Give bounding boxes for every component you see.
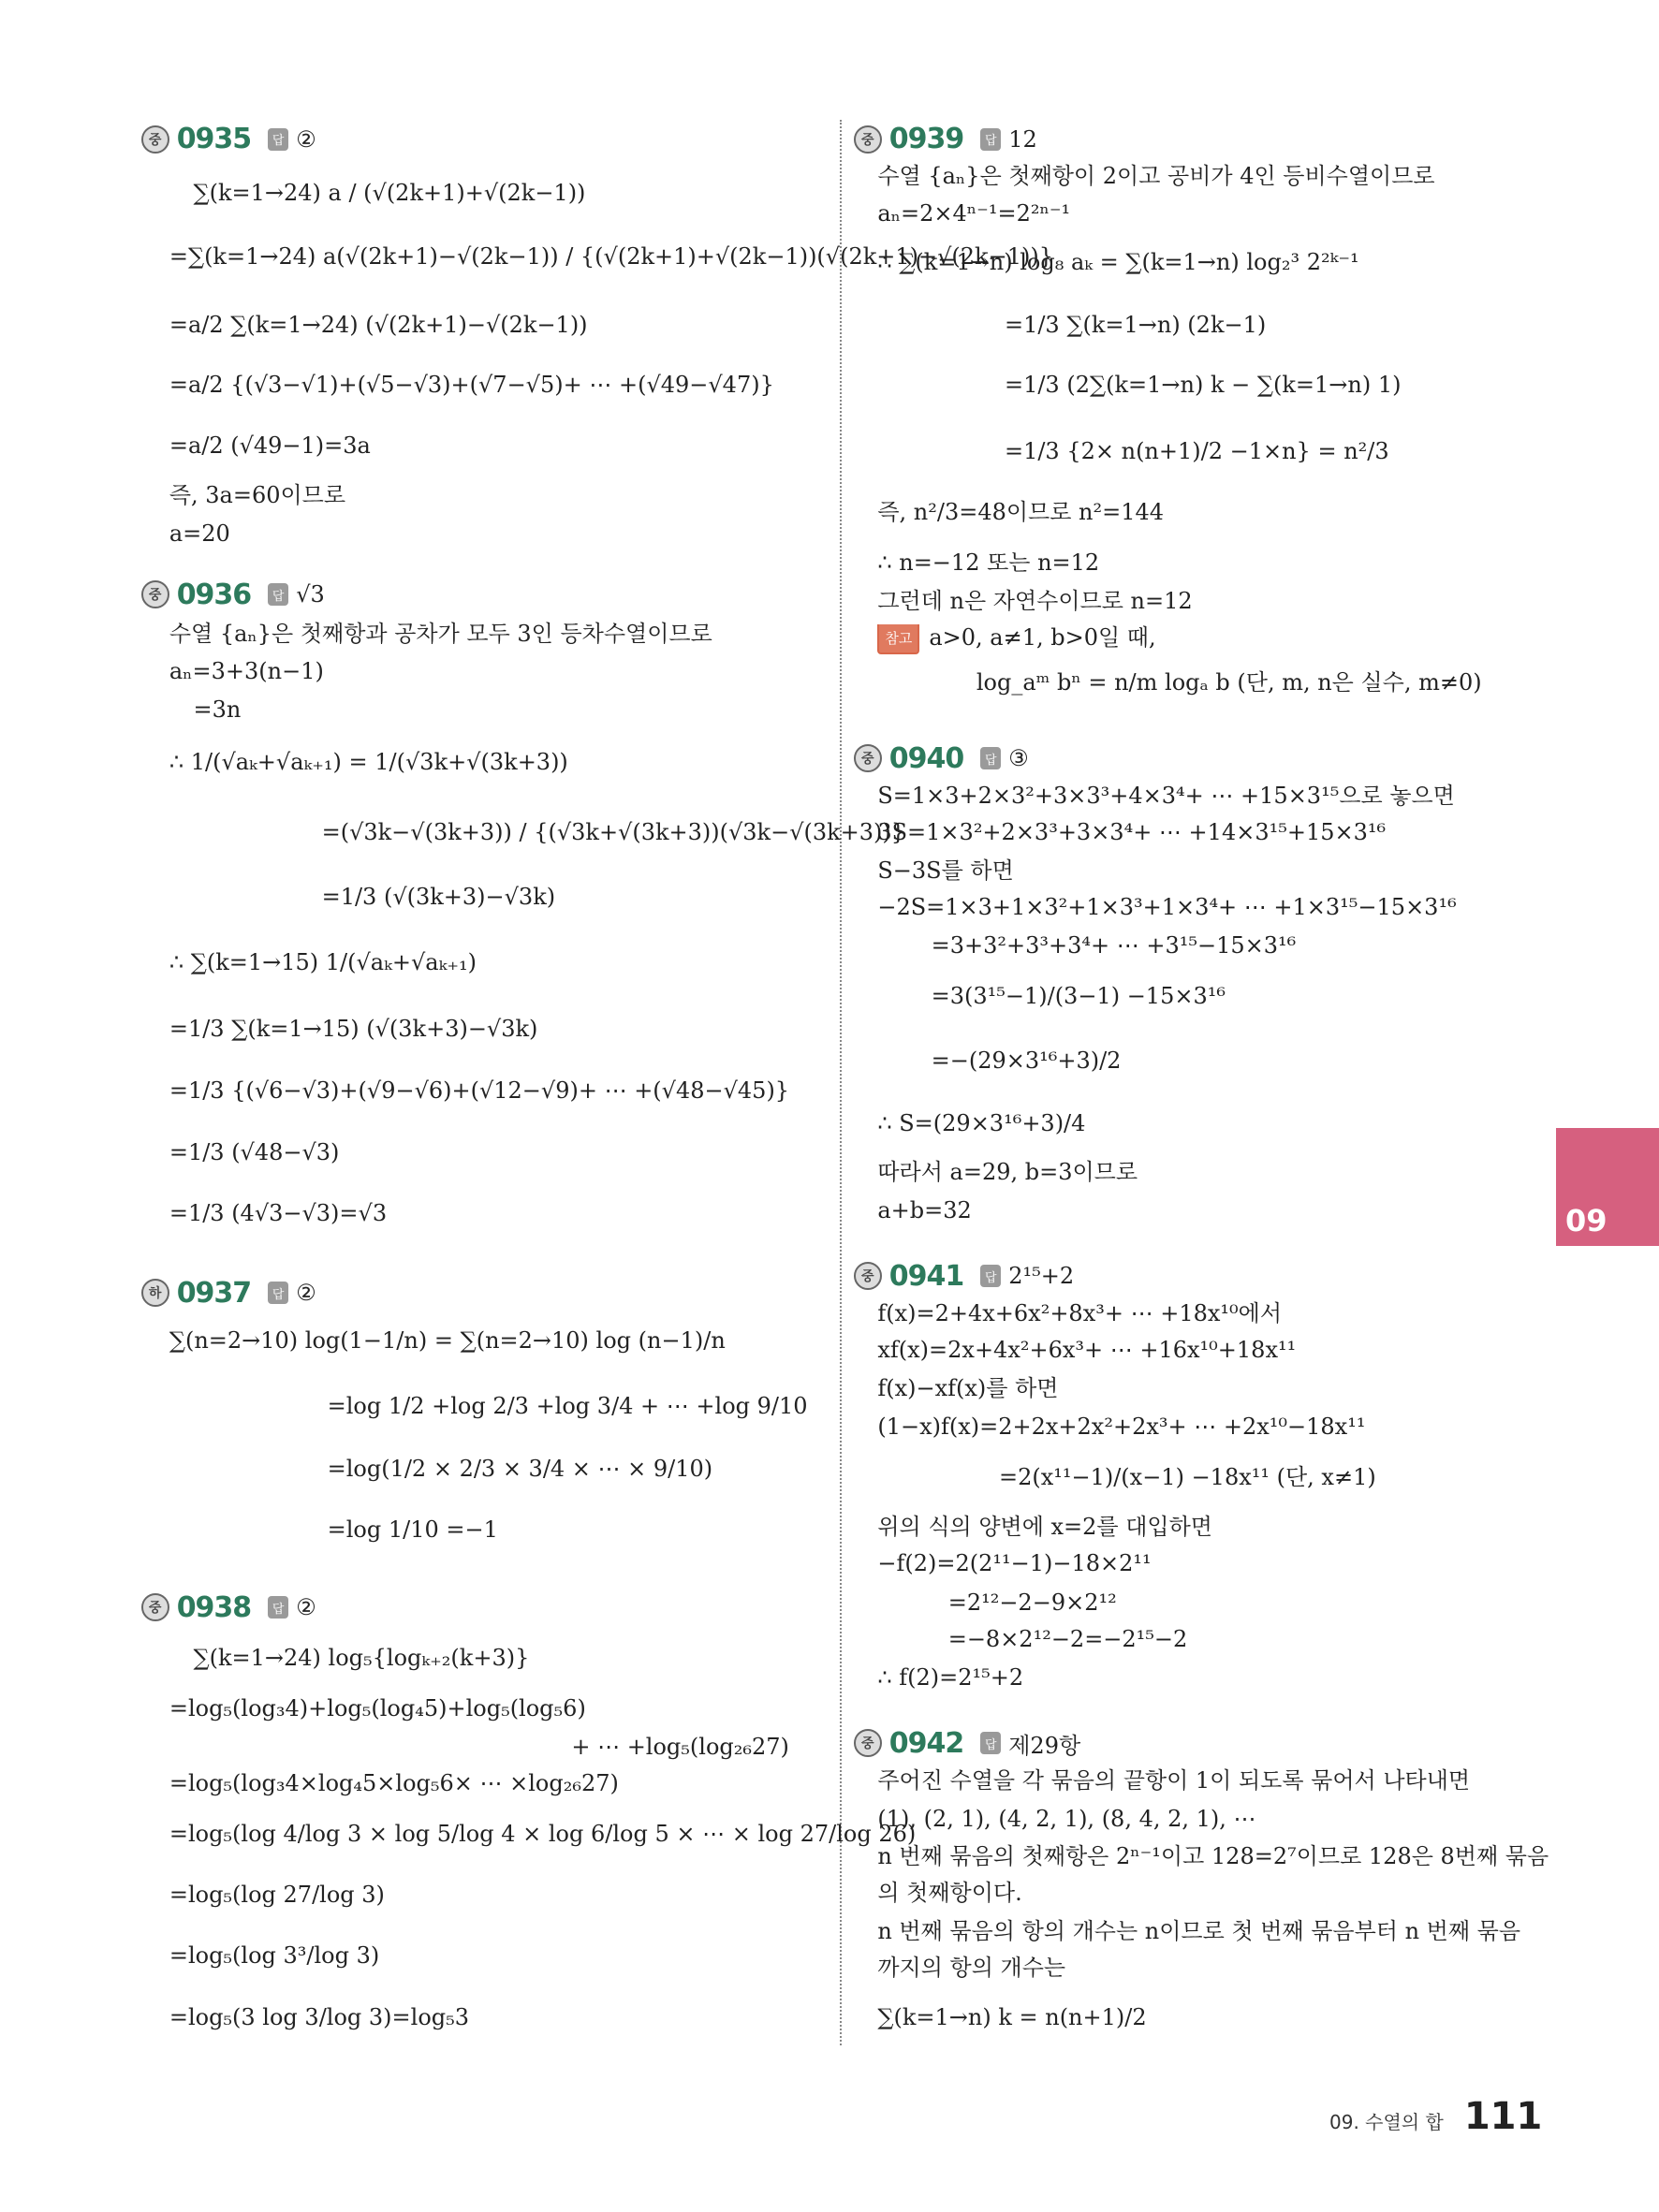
solution-text: aₙ=3+3(n−1) <box>169 658 324 685</box>
solution-line <box>877 1549 1151 1577</box>
solution-text: =1/3 (√(3k+3)−√3k) <box>321 884 556 911</box>
difficulty-badge: 중 <box>854 1262 882 1290</box>
solution-line <box>877 498 1164 526</box>
page-number: 111 <box>1463 2095 1543 2138</box>
solution-line <box>328 1455 713 1483</box>
difficulty-badge: 중 <box>854 744 882 772</box>
solution-text: =3(3¹⁵−1)/(3−1) −15×3¹⁶ <box>931 982 1226 1009</box>
problem-header <box>141 579 325 611</box>
difficulty-badge: 중 <box>141 125 169 154</box>
solution-line <box>169 1199 387 1227</box>
solution-line <box>877 893 1456 921</box>
solution-text: =log₅(log₃4×log₄5×log₅6× ⋯ ×log₂₆27) <box>169 1769 619 1796</box>
solution-text: =a/2 {(√3−√1)+(√5−√3)+(√7−√5)+ ⋯ +(√49−√47)} <box>169 372 774 399</box>
answer-icon: 답 <box>980 1265 1001 1287</box>
solution-text: (1−x)f(x)=2+2x+2x²+2x³+ ⋯ +2x¹⁰−18x¹¹ <box>877 1413 1366 1440</box>
problem-header <box>854 742 1029 775</box>
solution-line <box>169 432 371 460</box>
solution-text: + ⋯ +log₅(log₂₆27) <box>571 1733 789 1760</box>
solution-text: =1/3 (4√3−√3)=√3 <box>169 1200 388 1227</box>
column-divider <box>840 120 842 2045</box>
answer-icon: 답 <box>980 1732 1001 1754</box>
solution-line <box>932 1047 1122 1075</box>
solution-text: 3S=1×3²+2×3³+3×3⁴+ ⋯ +14×3¹⁵+15×3¹⁶ <box>877 819 1387 846</box>
solution-text: =log₅(log 27/log 3) <box>169 1881 385 1908</box>
solution-line <box>1005 437 1389 465</box>
solution-line <box>169 371 774 399</box>
solution-text: =−8×2¹²−2=−2¹⁵−2 <box>947 1626 1188 1653</box>
solution-text: 즉, 3a=60이므로 <box>169 481 346 508</box>
solution-text: =1/3 (√48−√3) <box>169 1139 340 1166</box>
answer-value: √3 <box>296 581 325 608</box>
solution-text: =a/2 (√49−1)=3a <box>169 432 371 460</box>
page-footer <box>1329 2095 1542 2138</box>
solution-text: S−3S를 하면 <box>877 857 1014 884</box>
solution-line <box>169 1326 726 1355</box>
solution-text: log_aᵐ bⁿ = n/m logₐ b (단, m, n은 실수, m≠0) <box>976 669 1482 696</box>
problem-number: 0938 <box>176 1590 252 1624</box>
solution-line <box>169 1769 619 1797</box>
problem-header <box>854 1260 1074 1293</box>
solution-text: ∑(n=2→10) log(1−1/n) = ∑(n=2→10) log (n−1)/n <box>169 1326 726 1354</box>
solution-text: 따라서 a=29, b=3이므로 <box>877 1159 1138 1186</box>
solution-line <box>932 931 1297 960</box>
solution-line <box>877 2003 1146 2031</box>
answer-icon: 답 <box>980 128 1001 151</box>
solution-line <box>948 1589 1117 1617</box>
solution-line <box>877 623 1155 654</box>
answer-icon: 답 <box>268 1596 288 1619</box>
solution-text: =1/3 {(√6−√3)+(√9−√6)+(√12−√9)+ ⋯ +(√48−√45)} <box>169 1077 790 1104</box>
solution-line <box>877 1299 1282 1327</box>
solution-line <box>169 1881 385 1909</box>
answer-icon: 답 <box>980 747 1001 769</box>
solution-text: =1/3 {2× n(n+1)/2 −1×n} = n²/3 <box>1004 438 1389 465</box>
answer-icon: 답 <box>268 1282 288 1304</box>
solution-line <box>932 982 1226 1010</box>
solution-text: =2(x¹¹−1)/(x−1) −18x¹¹ (단, x≠1) <box>998 1463 1376 1490</box>
solution-line <box>169 948 477 976</box>
solution-text: 즉, n²/3=48이므로 n²=144 <box>877 499 1165 526</box>
solution-text: ∑(k=1→24) log₅{logₖ₊₂(k+3)} <box>193 1644 530 1671</box>
answer-icon: 답 <box>268 128 288 151</box>
solution-line <box>169 1694 586 1722</box>
solution-text: =log(1/2 × 2/3 × 3/4 × ⋯ × 9/10) <box>327 1455 713 1482</box>
solution-line <box>169 2003 469 2031</box>
solution-text: =1/3 ∑(k=1→15) (√(3k+3)−√3k) <box>169 1015 538 1042</box>
solution-text: =log 1/10 =−1 <box>327 1516 498 1543</box>
problem-header <box>141 123 316 155</box>
solution-line <box>169 1015 538 1043</box>
solution-text: =∑(k=1→24) a(√(2k+1)−√(2k−1)) / {(√(2k+1)+√(2k−1))(√(2k+1)−√(2k−1))} <box>169 243 1053 271</box>
solution-line <box>571 1733 789 1761</box>
solution-text: ∴ S=(29×3¹⁶+3)/4 <box>877 1109 1086 1136</box>
solution-line <box>877 1413 1365 1441</box>
solution-line <box>169 1138 340 1166</box>
solution-text: (1), (2, 1), (4, 2, 1), (8, 4, 2, 1), ⋯ <box>877 1805 1256 1832</box>
answer-icon: 답 <box>268 583 288 606</box>
solution-text: 의 첫째항이다. <box>877 1880 1022 1907</box>
solution-text: =1/3 (2∑(k=1→n) k − ∑(k=1→n) 1) <box>1004 372 1402 399</box>
solution-text: a=20 <box>169 520 230 547</box>
difficulty-badge: 중 <box>141 580 169 608</box>
problem-number: 0937 <box>176 1276 252 1310</box>
solution-text: n 번째 묶음의 첫째항은 2ⁿ⁻¹이고 128=2⁷이므로 128은 8번째 묶음 <box>877 1843 1549 1870</box>
solution-line <box>877 1917 1520 1945</box>
solution-text: =a/2 ∑(k=1→24) (√(2k+1)−√(2k−1)) <box>169 311 588 338</box>
solution-text: −2S=1×3+1×3²+1×3³+1×3⁴+ ⋯ +1×3¹⁵−15×3¹⁶ <box>877 894 1457 920</box>
solution-text: ∴ f(2)=2¹⁵+2 <box>877 1663 1024 1691</box>
solution-text: f(x)=2+4x+6x²+8x³+ ⋯ +18x¹⁰에서 <box>877 1300 1283 1327</box>
solution-text: aₙ=2×4ⁿ⁻¹=2²ⁿ⁻¹ <box>877 199 1071 227</box>
solution-line <box>1005 311 1266 339</box>
solution-line <box>169 657 324 685</box>
solution-line <box>328 1392 808 1420</box>
problem-number: 0940 <box>888 741 964 775</box>
solution-line <box>169 1820 916 1848</box>
solution-line <box>877 587 1192 615</box>
solution-line <box>877 199 1070 227</box>
solution-line <box>877 1805 1255 1833</box>
solution-text: 위의 식의 양변에 x=2를 대입하면 <box>877 1513 1212 1540</box>
note-badge: 참고 <box>877 624 919 654</box>
solution-line <box>877 1879 1021 1907</box>
difficulty-badge: 중 <box>854 125 882 154</box>
problem-number: 0939 <box>888 123 964 156</box>
footer-chapter: 09. 수열의 합 <box>1329 2111 1444 2133</box>
solution-line <box>877 1766 1470 1795</box>
answer-value: ② <box>296 125 316 153</box>
solution-line <box>877 1663 1023 1692</box>
solution-line <box>193 696 241 724</box>
solution-text: =2¹²−2−9×2¹² <box>947 1589 1117 1616</box>
solution-text: 까지의 항의 개수는 <box>877 1955 1066 1982</box>
solution-text: ∑(k=1→n) k = n(n+1)/2 <box>877 2004 1147 2030</box>
solution-line <box>193 179 585 207</box>
solution-line <box>877 162 1434 190</box>
solution-text: =3+3²+3³+3⁴+ ⋯ +3¹⁵−15×3¹⁶ <box>931 931 1297 959</box>
solution-line <box>948 1625 1188 1653</box>
problem-header <box>854 123 1037 155</box>
solution-line <box>877 549 1099 577</box>
difficulty-badge: 중 <box>854 1729 882 1757</box>
solution-line <box>169 481 345 509</box>
solution-line <box>999 1463 1376 1491</box>
solution-text: =log₅(log₃4)+log₅(log₄5)+log₅(log₅6) <box>169 1694 586 1721</box>
solution-line <box>322 883 556 911</box>
solution-text: =log₅(log 3³/log 3) <box>169 1941 380 1969</box>
solution-text: ∴ ∑(k=1→15) 1/(√aₖ+√aₖ₊₁) <box>169 948 477 975</box>
solution-text: ∴ 1/(√aₖ+√aₖ₊₁) = 1/(√3k+√(3k+3)) <box>169 748 568 775</box>
problem-header <box>141 1591 316 1624</box>
solution-line <box>169 748 568 776</box>
answer-value: 2¹⁵+2 <box>1008 1263 1075 1290</box>
solution-text: =log₅(log 4/log 3 × log 5/log 4 × log 6/log 5 × ⋯ × log 27/log 26) <box>169 1821 917 1848</box>
chapter-tab <box>1556 1128 1659 1246</box>
solution-text: =1/3 ∑(k=1→n) (2k−1) <box>1004 311 1267 338</box>
solution-line <box>976 668 1482 696</box>
solution-text: 주어진 수열을 각 묶음의 끝항이 1이 되도록 묶어서 나타내면 <box>877 1766 1471 1794</box>
solution-text: =(√3k−√(3k+3)) / {(√3k+√(3k+3))(√3k−√(3k+3))} <box>321 819 906 846</box>
solution-text: −f(2)=2(2¹¹−1)−18×2¹¹ <box>877 1549 1152 1576</box>
solution-line <box>328 1516 498 1544</box>
answer-value: ③ <box>1008 745 1029 772</box>
solution-line <box>877 818 1386 846</box>
solution-text: xf(x)=2x+4x²+6x³+ ⋯ +16x¹⁰+18x¹¹ <box>877 1337 1297 1364</box>
solution-text: 수열 {aₙ}은 첫째항과 공차가 모두 3인 등차수열이므로 <box>169 620 712 647</box>
solution-line <box>169 311 588 339</box>
solution-text: a>0, a≠1, b>0일 때, <box>929 624 1156 652</box>
problem-header <box>854 1727 1080 1760</box>
solution-line <box>877 1196 971 1224</box>
problem-number: 0936 <box>176 578 252 611</box>
difficulty-badge: 하 <box>141 1279 169 1307</box>
solution-text: 그런데 n은 자연수이므로 n=12 <box>877 587 1193 614</box>
solution-line <box>877 782 1455 810</box>
solution-text: =3n <box>193 696 242 724</box>
solution-text: n 번째 묶음의 항의 개수는 n이므로 첫 번째 묶음부터 n 번째 묶음 <box>877 1918 1521 1945</box>
solution-text: a+b=32 <box>877 1197 972 1223</box>
problem-number: 0941 <box>888 1259 964 1293</box>
solution-text: ∴ ∑(k=1→n) log₈ aₖ = ∑(k=1→n) log₂³ 2²ᵏ⁻¹ <box>877 249 1359 276</box>
solution-line <box>877 1336 1296 1364</box>
chapter-tab-label: 09 <box>1565 1203 1608 1238</box>
solution-line <box>877 857 1013 885</box>
difficulty-badge: 중 <box>141 1593 169 1621</box>
solution-line <box>169 520 230 548</box>
solution-line <box>877 1158 1138 1186</box>
solution-line <box>877 1842 1549 1870</box>
solution-text: f(x)−xf(x)를 하면 <box>877 1374 1059 1401</box>
solution-text: =log₅(3 log 3/log 3)=log₅3 <box>169 2004 470 2030</box>
solution-line <box>169 1941 379 1970</box>
solution-line <box>193 1644 529 1672</box>
solution-line <box>1005 371 1402 399</box>
solution-text: ∴ n=−12 또는 n=12 <box>877 549 1100 577</box>
answer-value: ② <box>296 1280 316 1307</box>
solution-text: =−(29×3¹⁶+3)/2 <box>931 1047 1122 1075</box>
solution-text: S=1×3+2×3²+3×3³+4×3⁴+ ⋯ +15×3¹⁵으로 놓으면 <box>877 782 1455 809</box>
answer-value: ② <box>296 1594 316 1621</box>
solution-text: =log 1/2 +log 2/3 +log 3/4 + ⋯ +log 9/10 <box>327 1393 808 1420</box>
solution-line <box>877 1513 1212 1541</box>
solution-line <box>322 818 905 846</box>
solution-line <box>877 248 1358 276</box>
problem-number: 0935 <box>176 123 252 156</box>
solution-line <box>877 1109 1085 1137</box>
problem-number: 0942 <box>888 1726 964 1760</box>
solution-text: ∑(k=1→24) a / (√(2k+1)+√(2k−1)) <box>193 180 586 207</box>
solution-line <box>877 1954 1065 1982</box>
problem-header <box>141 1277 316 1310</box>
solution-text: 수열 {aₙ}은 첫째항이 2이고 공비가 4인 등비수열이므로 <box>877 163 1435 190</box>
solution-line <box>877 1374 1058 1402</box>
answer-value: 12 <box>1008 125 1037 153</box>
answer-value: 제29항 <box>1008 1732 1081 1759</box>
solution-line <box>169 620 712 648</box>
solution-line <box>169 1077 789 1105</box>
